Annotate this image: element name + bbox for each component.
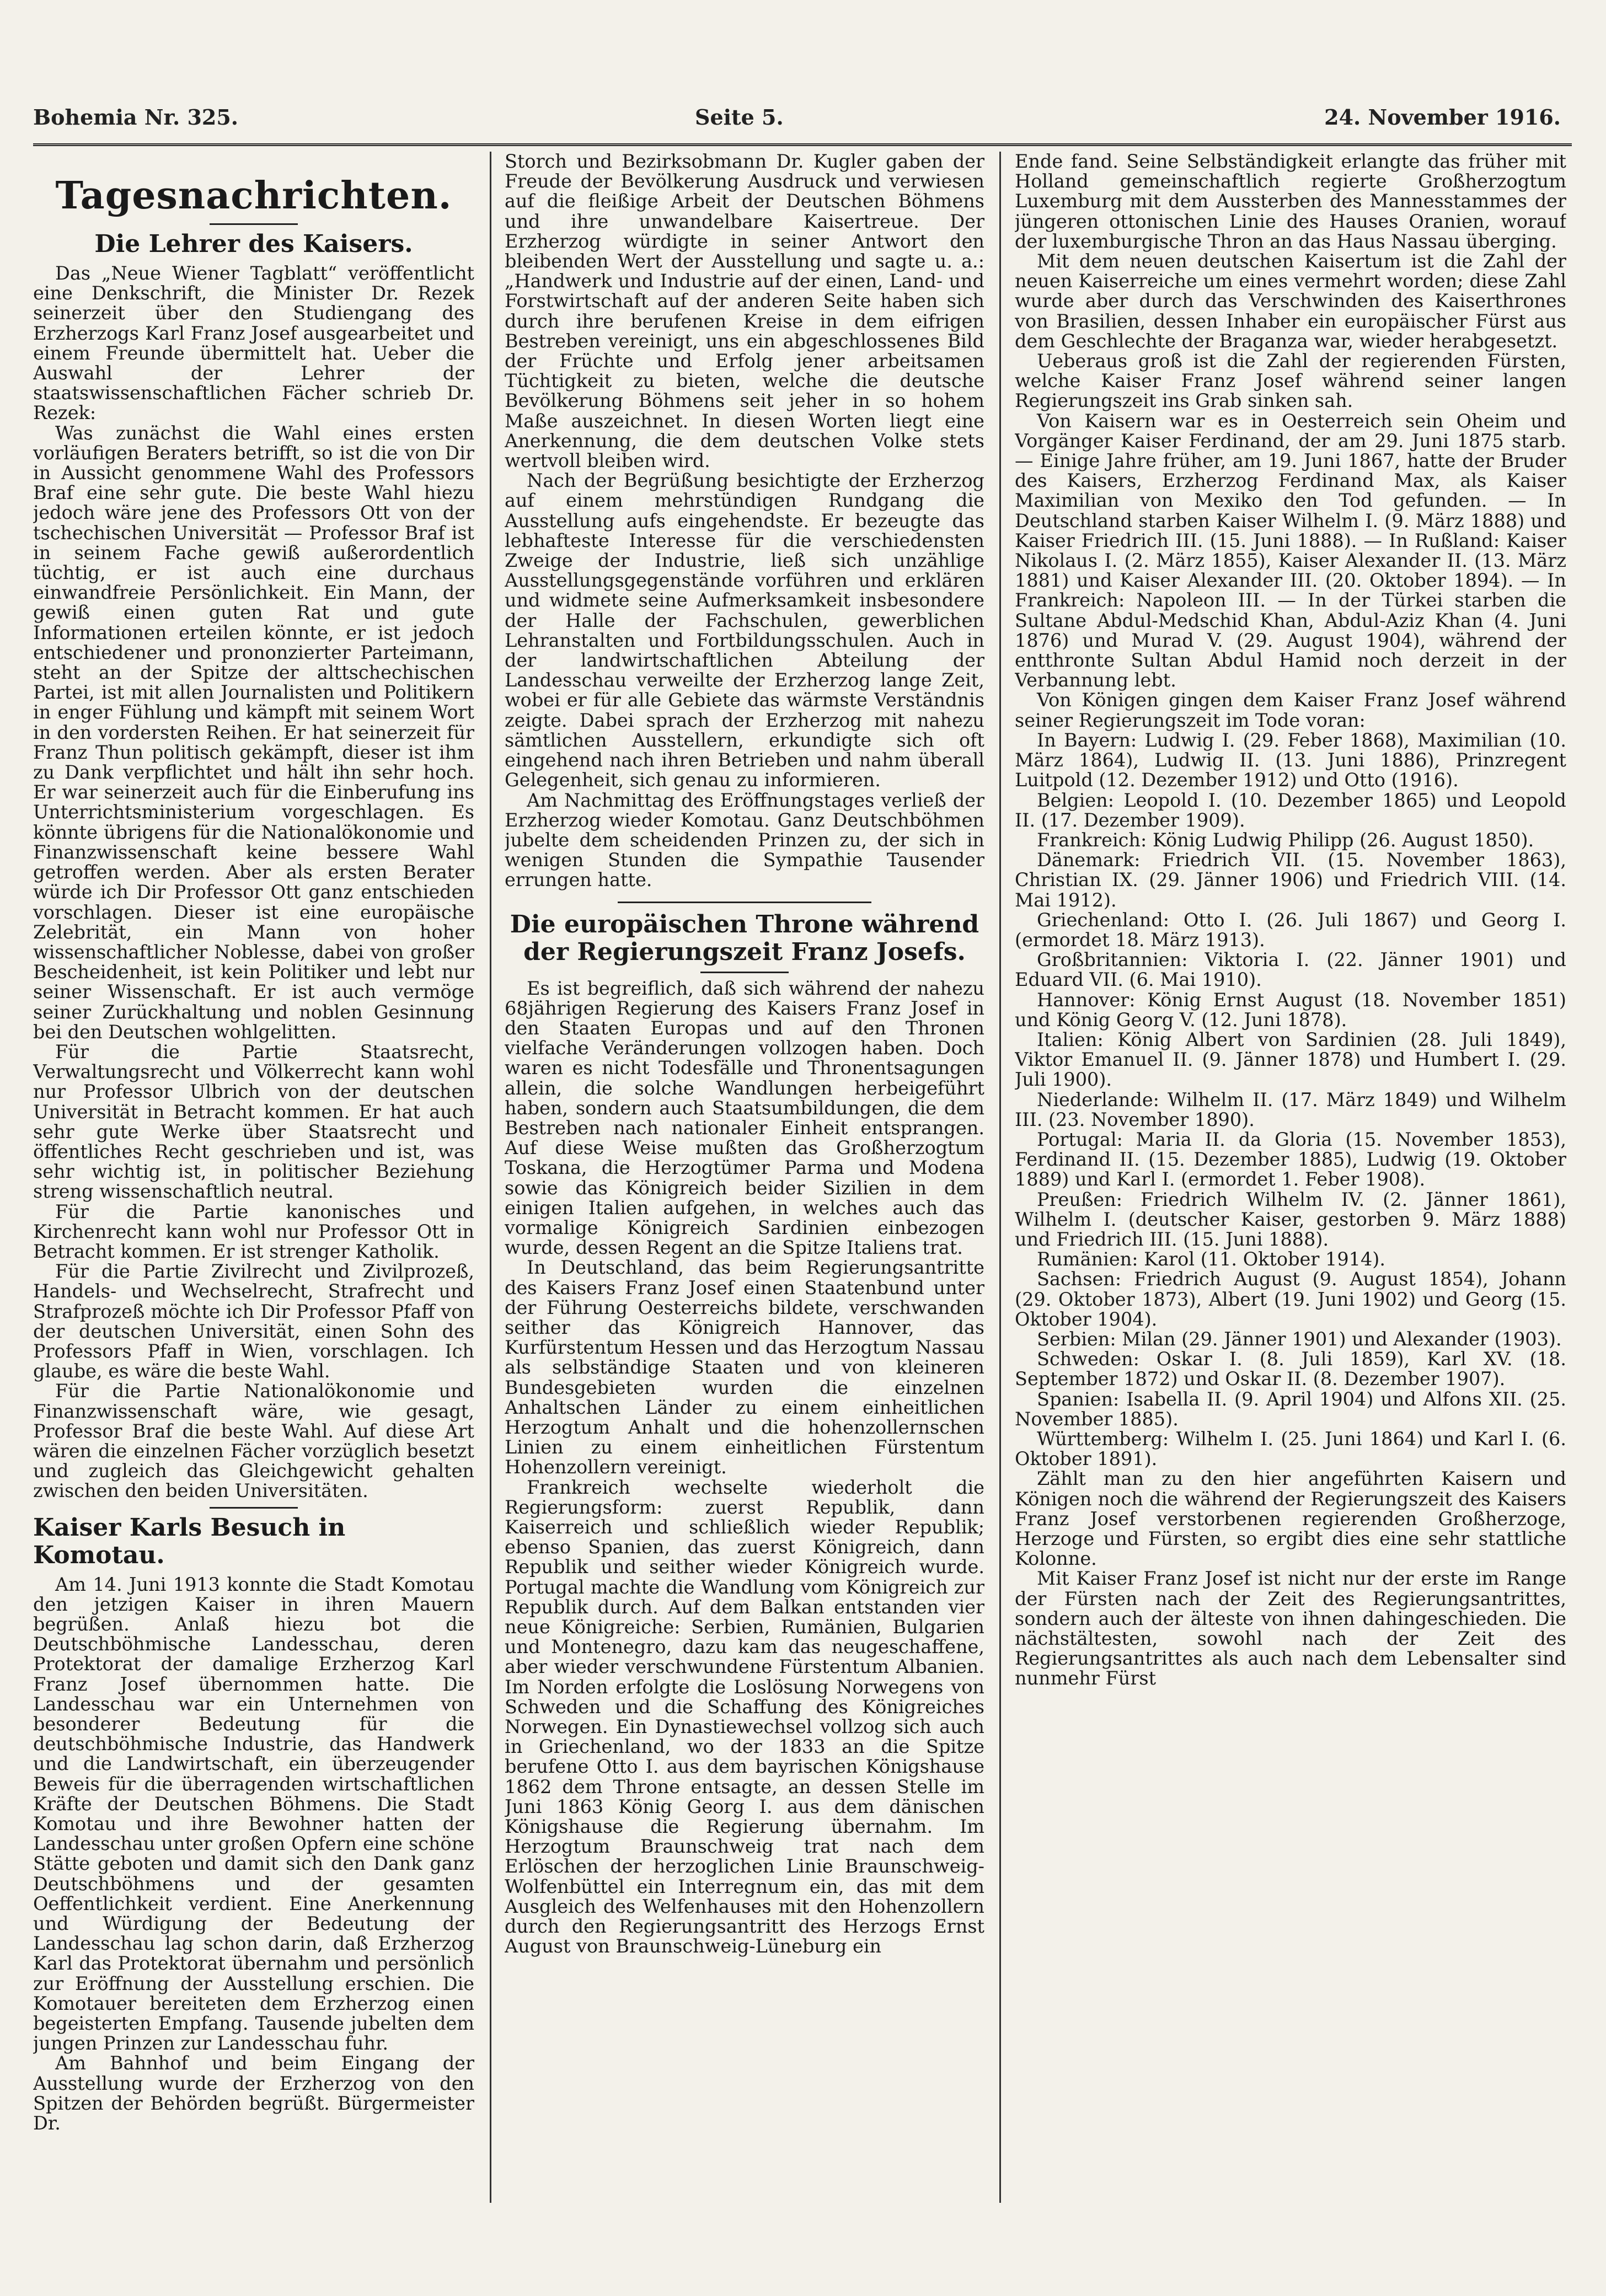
list-item: Großbritannien: Viktoria I. (22. Jänner 1901) und Eduard VII. (6. Mai 1910). [1015,949,1566,991]
article-paragraph: Ueberaus groß ist die Zahl der regierenden Fürsten, welche Kaiser Franz Josef während seiner langen Regierungszeit ins Grab sinken sah. [1015,350,1566,412]
article-paragraph: Ende fand. Seine Selbständigkeit erlangte das früher mit Holland gemeinschaftlich regierte Großherzogtum Luxemburg mit dem Aussterben des Mannesstammes der jüngeren ottonischen Linie des Hauses Oranien, worauf der luxemburgische Thron an das Haus Nassau überging. [1015,152,1566,252]
article-paragraph: Für die Partie Nationalökonomie und Finanzwissenschaft wäre, wie gesagt, Professor Braf die beste Wahl. Auf diese Art wären die einzelnen Fächer vorzüglich besetzt und zugleich das Gleichgewicht gehalten zwischen den beiden Universitäten. [33,1380,474,1502]
list-item: Hannover: König Ernst August (18. November 1851) und König Georg V. (12. Juni 1878). [1015,989,1566,1031]
article-separator [210,1507,298,1509]
masthead-rule [33,143,1572,146]
column-3 [1015,152,1566,2247]
list-item: Sachsen: Friedrich August (9. August 1854), Johann (29. Oktober 1873), Albert (19. Juni 1902) und Georg (15. Oktober 1904). [1015,1268,1566,1330]
list-item: Frankreich: König Ludwig Philipp (26. August 1850). [1037,829,1534,851]
article-paragraph: Für die Partie Zivilrecht und Zivilprozeß, Handels- und Wechselrecht, Strafrecht und Strafprozeß möchte ich Dir Professor Pfaff von der deutschen Universität, einen Sohn des Professors Pfaff in Wien, vorschlagen. Ich glaube, es wäre die beste Wahl. [33,1260,474,1382]
article-paragraph: Von Kaisern war es in Oesterreich sein Oheim und Vorgänger Kaiser Ferdinand, der am 29. Juni 1875 starb. — Einige Jahre früher, am 19. Juni 1867, hatte der Bruder des Kaisers, Erzherzog Ferdinand Max, als Kaiser Maximilian von Mexiko den Tod gefunden. — In Deutschland starben Kaiser Wilhelm I. (9. März 1888) und Kaiser Friedrich III. (15. Juni 1888). — In Rußland: Kaiser Nikolaus I. (2. März 1855), Kaiser Alexander II. (13. März 1881) und Kaiser Alexander III. (20. Oktober 1894). — In Frankreich: Napoleon III. — In der Türkei starben die Sultane Abdul-Medschid Khan, Abdul-Aziz Khan (4. Juni 1876) und Murad V. (29. August 1904), während der entthronte Sultan Abdul Hamid noch derzeit in der Verbannung lebt. [1015,410,1566,691]
article-title: Kaiser Karls Besuch in Komotau. [33,1513,346,1569]
article-paragraph: Von Königen gingen dem Kaiser Franz Josef während seiner Regierungszeit im Tode voran: [1015,689,1566,731]
list-item: Portugal: Maria II. da Gloria (15. November 1853), Ferdinand II. (15. Dezember 1885), Ludwig (19. Oktober 1889) und Karl I. (ermordet 1. Feber 1908). [1015,1128,1566,1190]
article-title: Die europäischen Throne während der Regierungszeit Franz Josefs. [510,910,979,966]
list-item: Preußen: Friedrich Wilhelm IV. (2. Jänner 1861), Wilhelm I. (deutscher Kaiser, gestorben 9. März 1888) und Friedrich III. (15. Juni 1888). [1015,1188,1566,1250]
column-1 [33,152,474,2247]
list-item: Spanien: Isabella II. (9. April 1904) und Alfons XII. (25. November 1885). [1015,1388,1566,1430]
list-item: Belgien: Leopold I. (10. Dezember 1865) und Leopold II. (17. Dezember 1909). [1015,789,1566,831]
list-item: In Bayern: Ludwig I. (29. Feber 1868), Maximilian (10. März 1864), Ludwig II. (13. Juni 1886), Prinzregent Luitpold (12. Dezember 1912) und Otto (1916). [1015,729,1566,791]
article-paragraph: Storch und Bezirksobmann Dr. Kugler gaben der Freude der Bevölkerung Ausdruck und verwiesen auf die fleißige Arbeit der Deutschen Böhmens und ihre unwandelbare Kaisertreue. Der Erzherzog würdigte in seiner Antwort den bleibenden Wert der Ausstellung und sagte u. a.: „Handwerk und Industrie auf der einen, Land- und Forstwirtschaft auf der anderen Seite haben sich durch ihre berufenen Kreise in dem eifrigen Bestreben vereinigt, uns ein abgeschlossenes Bild der Früchte und Erfolg jener arbeitsamen Tüchtigkeit zu bieten, welche die deutsche Bevölkerung Böhmens seit jeher in so hohem Maße auszeichnet. In diesen Worten liegt eine Anerkennung, die dem deutschen Volke stets wertvoll bleiben wird. [505,152,984,472]
masthead-page-number: Seite 5. [695,105,784,130]
article-paragraph: Frankreich wechselte wiederholt die Regierungsform: zuerst Republik, dann Kaiserreich und schließlich wieder Republik; ebenso Spanien, das zuerst Königreich, dann Republik und seither wieder Königreich wurde. Portugal machte die Wandlung vom Königreich zur Republik durch. Auf dem Balkan entstanden vier neue Königreiche: Serbien, Rumänien, Bulgarien und Montenegro, dazu kam das neugeschaffene, aber wieder verschwundene Fürstentum Albanien. Im Norden erfolgte die Loslösung Norwegens von Schweden und die Schaffung des Königreiches Norwegen. Ein Dynastiewechsel vollzog sich auch in Griechenland, wo der 1833 an die Spitze berufene Otto I. aus dem bayrischen Königshause 1862 dem Throne entsagte, an dessen Stelle im Juni 1863 König Georg I. aus dem dänischen Königshause die Regierung übernahm. Im Herzogtum Braunschweig trat nach dem Erlöschen der herzoglichen Linie Braunschweig-Wolfenbüttel ein Interregnum ein, das mit dem Ausgleich des Welfenhauses mit den Hohenzollern durch den Regierungsantritt des Herzogs Ernst August von Braunschweig-Lüneburg ein [505,1476,984,1957]
article-paragraph: Mit Kaiser Franz Josef ist nicht nur der erste im Range der Fürsten nach der Zeit des Regierungsantrittes, sondern auch der älteste von ihnen dahingeschieden. Die nächstältesten, sowohl nach der Zeit des Regierungsantrittes als auch nach dem Lebensalter sind nunmehr Fürst [1015,1568,1566,1689]
article-paragraph: Zählt man zu den hier angeführten Kaisern und Königen noch die während der Regierungszeit des Kaisers Franz Josef verstorbenen regierenden Großherzoge, Herzoge und Fürsten, so ergibt dies eine sehr stattliche Kolonne. [1015,1468,1566,1570]
article-paragraph: Für die Partie Staatsrecht, Verwaltungsrecht und Völkerrecht kann wohl nur Professor Ulbrich von der deutschen Universität in Betracht kommen. Er hat auch sehr gute Werke über Staatsrecht und öffentliches Recht geschrieben und ist, was sehr wichtig ist, in politischer Beziehung streng wissenschaftlich neutral. [33,1040,474,1203]
article-paragraph: Am Bahnhof und beim Eingang der Ausstellung wurde der Erzherzog von den Spitzen der Behörden begrüßt. Bürgermeister Dr. [33,2052,474,2134]
article-title: Die Lehrer des Kaisers. [94,230,413,258]
article-paragraph: In Deutschland, das beim Regierungsantritte des Kaisers Franz Josef einen Staatenbund unter der Führung Oesterreichs bildete, verschwanden seither das Königreich Hannover, das Kurfürstentum Hessen und das Herzogtum Nassau als selbständige Staaten und von kleineren Bundesgebieten wurden die einzelnen Anhaltschen Länder zu einem einheitlichen Herzogtum Anhalt und die hohenzollernschen Linien zu einem einheitlichen Fürstentum Hohenzollern vereinigt. [505,1257,984,1478]
masthead-issue: Bohemia Nr. 325. [33,105,239,130]
masthead-date: 24. November 1916. [1324,105,1561,130]
column-divider [490,152,491,2203]
article-separator [618,902,871,903]
article-paragraph: Es ist begreiflich, daß sich während der nahezu 68jährigen Regierung des Kaisers Franz Josef in den Staaten Europas und auf den Thronen vielfache Veränderungen vollzogen haben. Doch waren es nicht Todesfälle und Thronentsagungen allein, die solche Wandlungen herbeigeführt haben, sondern auch Staatsumbildungen, die dem Bestreben nach nationaler Einheit entsprangen. Auf diese Weise mußten das Großherzogtum Toskana, die Herzogtümer Parma und Modena sowie das Königreich beider Sizilien in dem einigen Italien aufgehen, in welches auch das vormalige Königreich Sardinien einbezogen wurde, dessen Regent an die Spitze Italiens trat. [505,977,984,1259]
list-item: Niederlande: Wilhelm II. (17. März 1849) und Wilhelm III. (23. November 1890). [1015,1088,1566,1130]
list-item: Italien: König Albert von Sardinien (28. Juli 1849), Viktor Emanuel II. (9. Jänner 1878) und Humbert I. (29. Juli 1900). [1015,1028,1566,1091]
section-title: Tagesnachrichten. [55,174,452,218]
list-item: Rumänien: Karol (11. Oktober 1914). [1037,1248,1386,1270]
title-rule [210,223,298,225]
article-paragraph: Was zunächst die Wahl eines ersten vorläufigen Beraters betrifft, so ist die von Dir in Aussicht genommene Wahl des Professors Braf eine sehr gute. Die beste Wahl hiezu jedoch wäre jene des Professors Ott von der tschechischen Universität — Professor Braf ist in seinem Fache gewiß außerordentlich tüchtig, er ist auch eine durchaus einwandfreie Persönlichkeit. Ein Mann, der gewiß einen guten Rat und gute Informationen erteilen könnte, er ist jedoch entschiedener und prononzierter Parteimann, steht an der Spitze der alttschechischen Partei, ist mit allen Journalisten und Politikern in enger Fühlung und kämpft mit seinem Wort in den vordersten Reihen. Er hat seinerzeit für Franz Thun politisch gekämpft, dieser ist ihm zu Dank verpflichtet und hält ihn sehr hoch. Er war seinerzeit auch für die Einberufung ins Unterrichtsministerium vorgeschlagen. Es könnte übrigens für die Nationalökonomie und Finanzwissenschaft keine bessere Wahl getroffen werden. Aber als ersten Berater würde ich Dir Professor Ott ganz entschieden vorschlagen. Dieser ist eine europäische Zelebrität, ein Mann von hoher wissenschaftlicher Noblesse, dabei von großer Bescheidenheit, ist kein Politiker und lebt nur seiner Wissenschaft. Er ist auch vermöge seiner Zurückhaltung und noblen Gesinnung bei den Deutschen wohlgelitten. [33,422,474,1043]
list-item: Schweden: Oskar I. (8. Juli 1859), Karl XV. (18. September 1872) und Oskar II. (8. Dezember 1907). [1015,1348,1566,1390]
list-item: Serbien: Milan (29. Jänner 1901) und Alexander (1903). [1037,1328,1562,1350]
article-paragraph: Nach der Begrüßung besichtigte der Erzherzog auf einem mehrstündigen Rundgang die Ausstellung aufs eingehendste. Er bezeugte das lebhafteste Interesse für die verschiedensten Zweige der Industrie, ließ sich unzählige Ausstellungsgegenstände vorführen und erklären und widmete seine Aufmerksamkeit insbesondere der Halle der Fachschulen, gewerblichen Lehranstalten und Fortbildungsschulen. Auch in der landwirtschaftlichen Abteilung der Landesschau verweilte der Erzherzog lange Zeit, wobei er für alle Gebiete das wärmste Verständnis zeigte. Dabei sprach der Erzherzog mit nahezu sämtlichen Ausstellern, erkundigte sich oft eingehend nach ihren Betrieben und nahm überall Gelegenheit, sich genau zu informieren. [505,470,984,791]
masthead [33,105,1572,143]
article-paragraph: Am Nachmittag des Eröffnungstages verließ der Erzherzog wieder Komotau. Ganz Deutschböhmen jubelte dem scheidenden Prinzen zu, der sich in wenigen Stunden die Sympathie Tausender errungen hatte. [505,789,984,891]
article-paragraph: Das „Neue Wiener Tagblatt“ veröffentlicht eine Denkschrift, die Minister Dr. Rezek seinerzeit über den Studiengang des Erzherzogs Karl Franz Josef ausgearbeitet und einem Freunde übermittelt hat. Ueber die Auswahl der Lehrer der staatswissenschaftlichen Fächer schrieb Dr. Rezek: [33,262,474,424]
list-item: Dänemark: Friedrich VII. (15. November 1863), Christian IX. (29. Jänner 1906) und Friedrich VIII. (14. Mai 1912). [1015,849,1566,911]
column-divider [999,152,1001,2203]
list-item: Württemberg: Wilhelm I. (25. Juni 1864) und Karl I. (6. Oktober 1891). [1015,1428,1566,1470]
newspaper-page [33,33,1572,2266]
title-rule [700,972,789,973]
article-paragraph: Mit dem neuen deutschen Kaisertum ist die Zahl der neuen Kaiserreiche um eines vermehrt worden; diese Zahl wurde aber durch das Verschwinden des Kaiserthrones von Brasilien, dessen Inhaber ein europäischer Fürst aus dem Geschlechte der Braganza war, wieder herabgesetzt. [1015,250,1566,352]
article-paragraph: Am 14. Juni 1913 konnte die Stadt Komotau den jetzigen Kaiser in ihren Mauern begrüßen. Anlaß hiezu bot die Deutschböhmische Landesschau, deren Protektorat der damalige Erzherzog Karl Franz Josef übernommen hatte. Die Landesschau war ein Unternehmen von besonderer Bedeutung für die deutschböhmische Industrie, das Handwerk und die Landwirtschaft, ein überzeugender Beweis für die überragenden wirtschaftlichen Kräfte der Deutschen Böhmens. Die Stadt Komotau und ihre Bewohner hatten der Landesschau unter großen Opfern eine schöne Stätte geboten und damit sich den Dank ganz Deutschböhmens und der gesamten Oeffentlichkeit verdient. Eine Anerkennung und Würdigung der Bedeutung der Landesschau lag schon darin, daß Erzherzog Karl das Protektorat übernahm und persönlich zur Eröffnung der Ausstellung erschien. Die Komotauer bereiteten dem Erzherzog einen begeisterten Empfang. Tausende jubelten dem jungen Prinzen zur Landesschau fuhr. [33,1573,474,2054]
column-2 [505,152,984,2247]
list-item: Griechenland: Otto I. (26. Juli 1867) und Georg I. (ermordet 18. März 1913). [1015,909,1566,951]
article-paragraph: Für die Partie kanonisches und Kirchenrecht kann wohl nur Professor Ott in Betracht kommen. Er ist strenger Katholik. [33,1200,474,1262]
